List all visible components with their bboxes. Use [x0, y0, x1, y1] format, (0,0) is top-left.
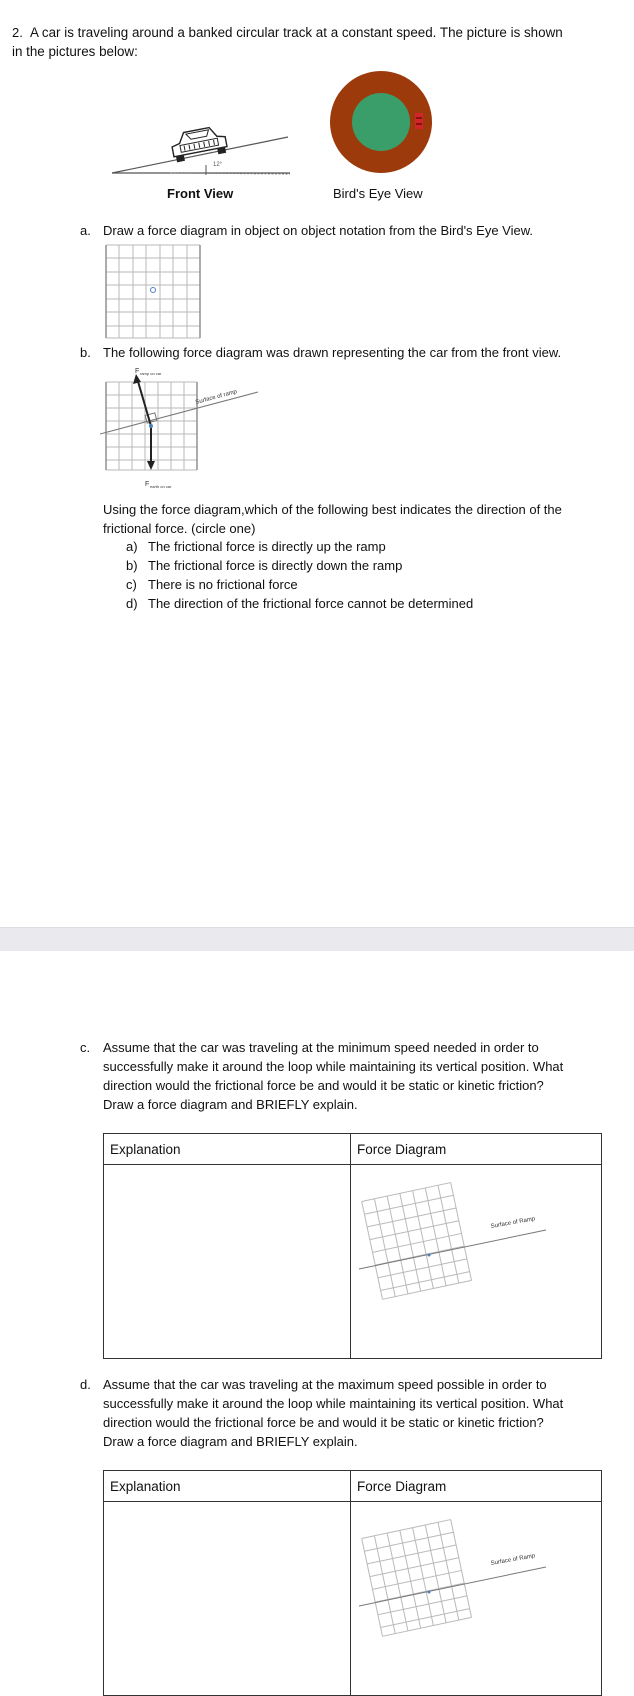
infield	[352, 93, 410, 151]
object-dot	[151, 288, 156, 293]
part-d-col-force-diagram: Force Diagram	[351, 1471, 602, 1502]
part-c-line-3: direction would the frictional force be and would it be static or kinetic friction?	[103, 1078, 544, 1093]
bottom-force-sub: earth on car	[150, 484, 172, 489]
front-view-figure	[110, 110, 295, 180]
car-marker-icon	[415, 113, 423, 129]
part-a-text: Draw a force diagram in object on object notation from the Bird's Eye View.	[103, 223, 534, 238]
part-b-prompt-1: Using the force diagram,which of the following best indicates the direction of the	[103, 502, 562, 517]
part-b-letter: b.	[80, 345, 91, 360]
part-d-explanation-cell[interactable]	[104, 1502, 351, 1696]
part-c-surface-label: Surface of Ramp	[490, 1216, 536, 1230]
part-a-letter: a.	[80, 223, 91, 238]
option-d-text[interactable]: The direction of the frictional force cannot be determined	[148, 596, 474, 611]
part-b-prompt-2: frictional force. (circle one)	[103, 521, 256, 536]
front-view-label: Front View	[167, 186, 234, 201]
intro-line-1: A car is traveling around a banked circular track at a constant speed. The picture is shown	[30, 25, 563, 40]
option-a-text[interactable]: The frictional force is directly up the ramp	[148, 539, 386, 554]
surface-label: Surface of ramp	[194, 389, 238, 406]
part-d-surface-label: Surface of Ramp	[490, 1553, 536, 1567]
part-b-text: The following force diagram was drawn representing the car from the front view.	[103, 345, 562, 360]
part-d-col-explanation: Explanation	[104, 1471, 351, 1502]
birds-eye-figure	[329, 70, 433, 174]
intro-line-2: in the pictures below:	[12, 44, 138, 59]
option-c-text[interactable]: There is no frictional force	[148, 577, 298, 592]
birds-eye-label: Bird's Eye View	[333, 186, 423, 201]
part-d-line-2: successfully make it around the loop while maintaining its vertical position. What	[103, 1396, 564, 1411]
part-c-letter: c.	[80, 1040, 91, 1055]
part-d-line-4: Draw a force diagram and BRIEFLY explain.	[103, 1434, 358, 1449]
option-a-letter: a)	[126, 539, 138, 554]
option-b-text[interactable]: The frictional force is directly down the ramp	[148, 558, 403, 573]
part-c-col-force-diagram: Force Diagram	[351, 1134, 602, 1165]
option-c-letter: c)	[126, 577, 137, 592]
part-d-letter: d.	[80, 1377, 91, 1392]
page-separator	[0, 927, 634, 952]
ramp-surface-line	[100, 392, 258, 434]
part-c-explanation-cell[interactable]	[104, 1165, 351, 1359]
part-c-diagram-cell[interactable]	[351, 1165, 602, 1359]
top-force-sub: ramp on car	[140, 371, 162, 376]
option-d-letter: d)	[126, 596, 138, 611]
part-c-table	[103, 1133, 602, 1359]
question-number: 2.	[12, 25, 23, 40]
part-c-line-4: Draw a force diagram and BRIEFLY explain.	[103, 1097, 358, 1112]
part-c-col-explanation: Explanation	[104, 1134, 351, 1165]
part-c-line-1: Assume that the car was traveling at the minimum speed needed in order to	[103, 1040, 539, 1055]
part-a-grid	[105, 244, 201, 340]
bottom-force-label: F	[145, 481, 150, 488]
part-d-line-1: Assume that the car was traveling at the maximum speed possible in order to	[103, 1377, 547, 1392]
normal-force-arrow	[137, 378, 151, 426]
part-d-diagram-cell[interactable]	[351, 1502, 602, 1696]
part-d-table	[103, 1470, 602, 1696]
part-b-force-diagram	[100, 364, 270, 499]
angle-label: 12°	[213, 162, 223, 168]
part-d-line-3: direction would the frictional force be and would it be static or kinetic friction?	[103, 1415, 544, 1430]
top-force-label: F	[135, 368, 140, 375]
part-c-line-2: successfully make it around the loop while maintaining its vertical position. What	[103, 1059, 564, 1074]
option-b-letter: b)	[126, 558, 138, 573]
car-icon	[170, 125, 228, 163]
